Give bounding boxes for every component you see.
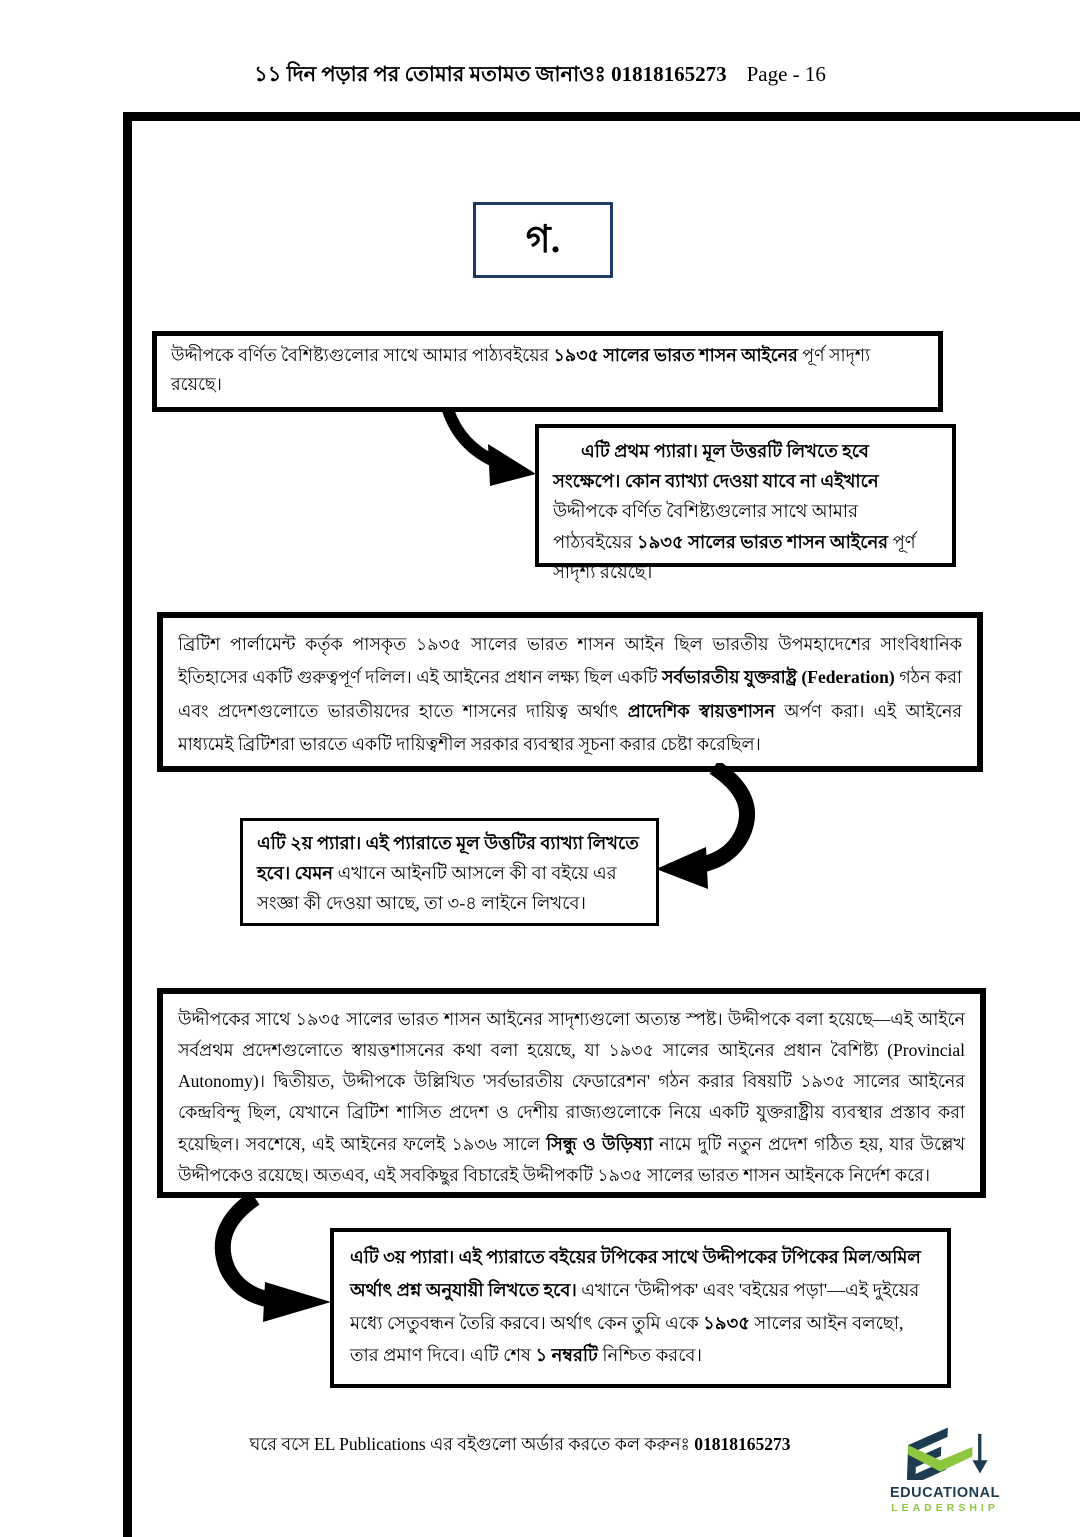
logo-tassel-arrow xyxy=(972,1460,987,1473)
callout-note-3 xyxy=(330,1228,951,1388)
el-publications-logo xyxy=(872,1416,1018,1515)
feedback-line: ১১ দিন পড়ার পর তোমার মতামত জানাওঃ 01818165273 xyxy=(254,62,727,86)
answer-paragraph-box-1 xyxy=(152,331,943,412)
section-label: গ. xyxy=(525,219,561,261)
footer-order-text: ঘরে বসে EL Publications এর বইগুলো অর্ডার করতে কল করুনঃ 01818165273 xyxy=(249,1434,791,1454)
callout-note-2-text: এটি ২য় প্যারা। এই প্যারাতে মূল উত্তটির ব্যাখ্যা লিখতে হবে। যেমন এখানে আইনটি আসলে কী বা বইয়ে এর সংজ্ঞা কী দেওয়া আছে, তা ৩-৪ লাইনে লিখবে। xyxy=(257,833,639,914)
answer-paragraph-box-3 xyxy=(157,988,986,1198)
page-number: Page - 16 xyxy=(746,62,826,86)
logo-subtitle: LEADERSHIP xyxy=(891,1501,999,1514)
callout-note-3-text: এটি ৩য় প্যারা। এই প্যারাতে বইয়ের টপিকের সাথে উদ্দীপকের টপিকের মিল/অমিল অর্থাৎ প্রশ্ন অনুযায়ী লিখতে হবে। এখানে 'উদ্দীপক' এবং 'বইয়ের পড়া'—এই দুইয়ের মধ্যে সেতুবন্ধন তৈরি করবে। অর্থাৎ কেন তুমি একে ১৯৩৫ সালের আইন বলছো, তার প্রমাণ দিবে। এটি শেষ ১ নম্বরটি নিশ্চিত করবে। xyxy=(350,1247,921,1366)
callout-note-2 xyxy=(240,818,659,926)
page-header xyxy=(0,58,1080,93)
answer-paragraph-1-text: উদ্দীপকে বর্ণিত বৈশিষ্ট্যগুলোর সাথে আমার পাঠ্যবইয়ের ১৯৩৫ সালের ভারত শাসন আইনের পূর্ণ সাদৃশ্য রয়েছে। xyxy=(171,344,871,394)
graduation-cap-e-icon xyxy=(893,1416,997,1480)
callout-note-1 xyxy=(535,424,956,582)
section-label-box xyxy=(473,202,613,278)
logo-title: EDUCATIONAL xyxy=(890,1485,1000,1501)
answer-paragraph-box-2 xyxy=(157,612,983,772)
callout-note-1-text: এটি প্রথম প্যারা। মূল উত্তরটি লিখতে হবে সংক্ষেপে। কোন ব্যাখ্যা দেওয়া যাবে না এইখানে উদ্দীপকে বর্ণিত বৈশিষ্ট্যগুলোর সাথে আমার পাঠ্যবইয়ের ১৯৩৫ সালের ভারত শাসন আইনের পূর্ণ সাদৃশ্য রয়েছে। xyxy=(553,441,916,582)
logo-tassel-line xyxy=(978,1434,981,1462)
answer-paragraph-3-text: উদ্দীপকের সাথে ১৯৩৫ সালের ভারত শাসন আইনের সাদৃশ্যগুলো অত্যন্ত স্পষ্ট। উদ্দীপকে বলা হয়েছে—এই আইনে সর্বপ্রথম প্রদেশগুলোতে স্বায়ত্তশাসনের কথা বলা হয়েছে, যা ১৯৩৫ সালের আইনের প্রধান বৈশিষ্ট্য (Provincial Autonomy)। দ্বিতীয়ত, উদ্দীপকে উল্লিখিত 'সর্বভারতীয় ফেডারেশন' গঠন করার বিষয়টি ১৯৩৫ সালের আইনের কেন্দ্রবিন্দু ছিল, যেখানে ব্রিটিশ শাসিত প্রদেশ ও দেশীয় রাজ্যগুলোকে নিয়ে একটি যুক্তরাষ্ট্রীয় ব্যবস্থার প্রস্তাব করা হয়েছিল। সবশেষে, এই আইনের ফলেই ১৯৩৬ সালে সিন্ধু ও উড়িষ্যা নামে দুটি নতুন প্রদেশ গঠিত হয়, যার উল্লেখ উদ্দীপকেও রয়েছে। অতএব, এই সবকিছুর বিচারেই উদ্দীপকটি ১৯৩৫ সালের ভারত শাসন আইনকে নির্দেশ করে। xyxy=(178,1009,965,1185)
answer-paragraph-2-text: ব্রিটিশ পার্লামেন্ট কর্তৃক পাসকৃত ১৯৩৫ সালের ভারত শাসন আইন ছিল ভারতীয় উপমহাদেশের সাংবিধানিক ইতিহাসের একটি গুরুত্বপূর্ণ দলিল। এই আইনের প্রধান লক্ষ্য ছিল একটি সর্বভারতীয় যুক্তরাষ্ট্র (Federation) গঠন করা এবং প্রদেশগুলোতে ভারতীয়দের হাতে শাসনের দায়িত্ব অর্থাৎ প্রাদেশিক স্বায়ত্তশাসন অর্পণ করা। এই আইনের মাধ্যমেই ব্রিটিশরা ভারতে একটি দায়িত্বশীল সরকার ব্যবস্থার সূচনা করার চেষ্টা করেছিল। xyxy=(178,634,963,754)
